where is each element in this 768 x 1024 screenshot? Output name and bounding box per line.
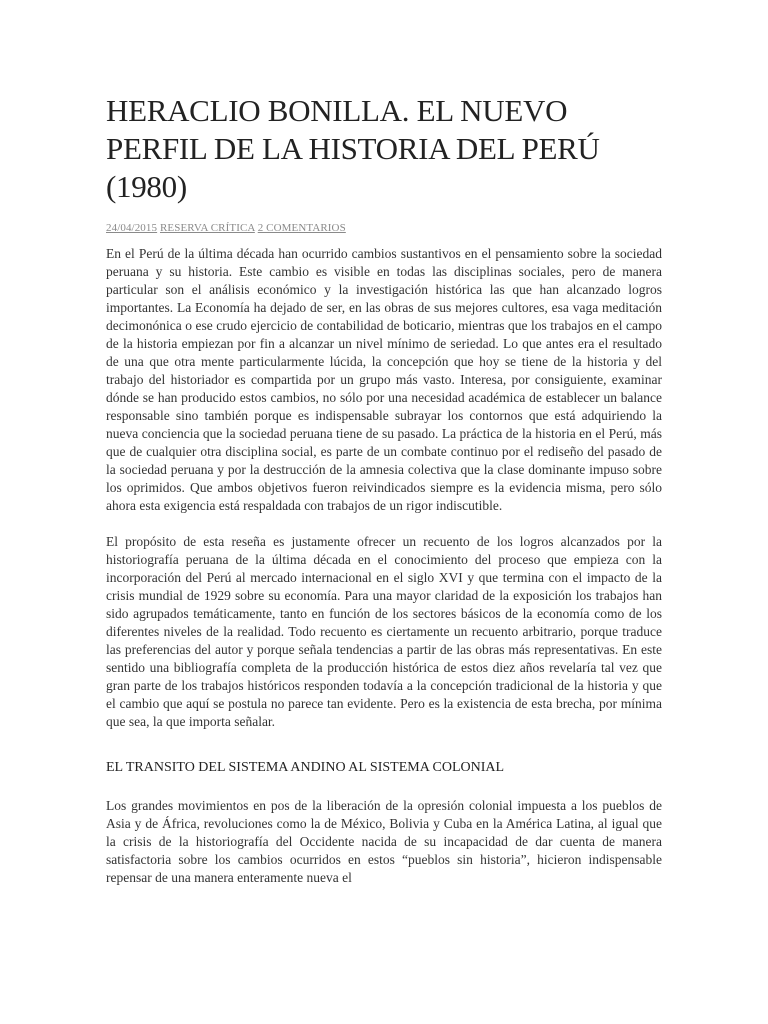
blog-post: [106, 92, 662, 887]
paragraph-1: En el Perú de la última década han ocurrido cambios sustantivos en el pensamiento sobre la sociedad peruana y su historia. Este cambio es visible en todas las disciplinas sociales, pero de manera particular son el análisis económico y la investigación histórica las que han alcanzado logros importantes. La Economía ha dejado de ser, en las obras de sus mejores cultores, esa vaga meditación decimonónica o ese crudo ejercicio de contabilidad de boticario, mientras que los trabajos en el campo de la historia empiezan por fin a alcanzar un nivel mínimo de seriedad. Lo que antes era el resultado de una que otra mente particularmente lúcida, la concepción que hoy se tiene de la historia y del trabajo del historiador es compartida por un grupo más vasto. Interesa, por consiguiente, examinar dónde se han producido estos cambios, no sólo por una necesidad académica de establecer un balance responsable sino también porque es indispensable subrayar los contornos que está adquiriendo la nueva conciencia que la sociedad peruana tiene de su pasado. La práctica de la historia en el Perú, más que de cualquier otra disciplina social, es parte de un combate continuo por el rediseño del pasado de la sociedad peruana y por la destrucción de la amnesia colectiva que la clase dominante impuso sobre los oprimidos. Que ambos objetivos fueron reivindicados siempre es la evidencia misma, pero sólo ahora esta exigencia está respaldada con trabajos de un rigor indiscutible.: [106, 246, 662, 513]
post-title: HERACLIO BONILLA. EL NUEVO PERFIL DE LA HISTORIA DEL PERÚ (1980): [106, 93, 600, 204]
post-meta: [106, 220, 662, 236]
paragraph-2: El propósito de esta reseña es justamente ofrecer un recuento de los logros alcanzados por la historiografía peruana de la última década en el conocimiento del proceso que empieza con la incorporación del Perú al mercado internacional en el siglo XVI y que termina con el impacto de la crisis mundial de 1929 sobre su economía. Para una mayor claridad de la exposición los trabajos han sido agrupados temáticamente, tanto en función de los sectores básicos de la economía como de los diferentes niveles de la realidad. Todo recuento es ciertamente un recuento arbitrario, porque traduce las preferencias del autor y porque señala tendencias a partir de las obras más representativas. En este sentido una bibliografía completa de la producción histórica de estos diez años revelaría tal vez que gran parte de los trabajos históricos responden todavía a la concepción tradicional de la historia y que el cambio que aquí se postula no parece tan evidente. Pero es la existencia de esta brecha, por mínima que sea, la que importa señalar.: [106, 534, 662, 729]
post-date-link[interactable]: 24/04/2015: [106, 222, 158, 234]
post-category-link[interactable]: RESERVA CRÍTICA: [159, 222, 255, 234]
post-comments-link[interactable]: 2 COMENTARIOS: [257, 222, 346, 234]
section-heading: EL TRANSITO DEL SISTEMA ANDINO AL SISTEMA COLONIAL: [106, 760, 505, 775]
section-paragraph: Los grandes movimientos en pos de la liberación de la opresión colonial impuesta a los pueblos de Asia y de África, revoluciones como la de México, Bolivia y Cuba en la América Latina, al igual que la crisis de la historiografía del Occidente nacida de su incapacidad de dar cuenta de manera satisfactoria sobre los cambios ocurridos en estos “pueblos sin historia”, hicieron indispensable repensar de una manera enteramente nueva el: [106, 798, 662, 885]
